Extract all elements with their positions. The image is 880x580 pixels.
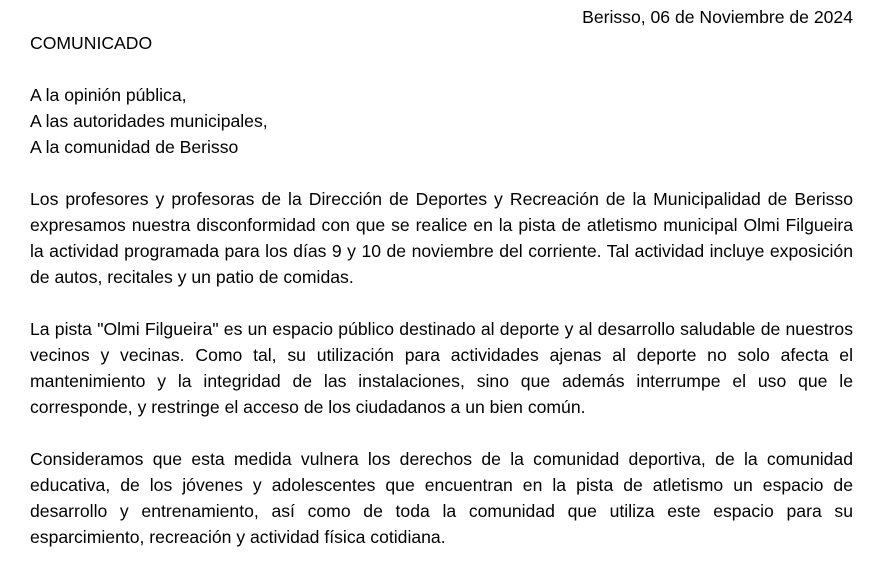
letter-date: Berisso, 06 de Noviembre de 2024 — [582, 7, 853, 27]
salutation-line: A la opinión pública, — [30, 85, 187, 105]
letter-document — [30, 4, 853, 576]
salutation-line: A las autoridades municipales, — [30, 111, 268, 131]
letter-heading: COMUNICADO — [30, 33, 153, 53]
salutation-block — [30, 82, 853, 160]
body-paragraph: La pista "Olmi Filgueira" es un espacio público destinado al deporte y al desarrollo saludable de nuestros vecinos y vecinas. Como tal, su utilización para actividades ajenas al deporte no solo afecta el mantenimiento y la integridad de las instalaciones, sino que además interrumpe el uso que le corresponde, y restringe el acceso de los ciudadanos a un bien común. — [30, 319, 853, 417]
body-paragraph: Los profesores y profesoras de la Dirección de Deportes y Recreación de la Municipalidad de Berisso expresamos nuestra disconformidad con que se realice en la pista de atletismo municipal Olmi Filgueira la actividad programada para los días 9 y 10 de noviembre del corriente. Tal actividad incluye exposición de autos, recitales y un patio de comidas. — [30, 189, 853, 287]
salutation-line: A la comunidad de Berisso — [30, 137, 239, 157]
body-paragraph: Consideramos que esta medida vulnera los derechos de la comunidad deportiva, de la comunidad educativa, de los jóvenes y adolescentes que encuentran en la pista de atletismo un espacio de desarrollo y entrenamiento, así como de toda la comunidad que utiliza este espacio para su esparcimiento, recreación y actividad física cotidiana. — [30, 449, 853, 547]
